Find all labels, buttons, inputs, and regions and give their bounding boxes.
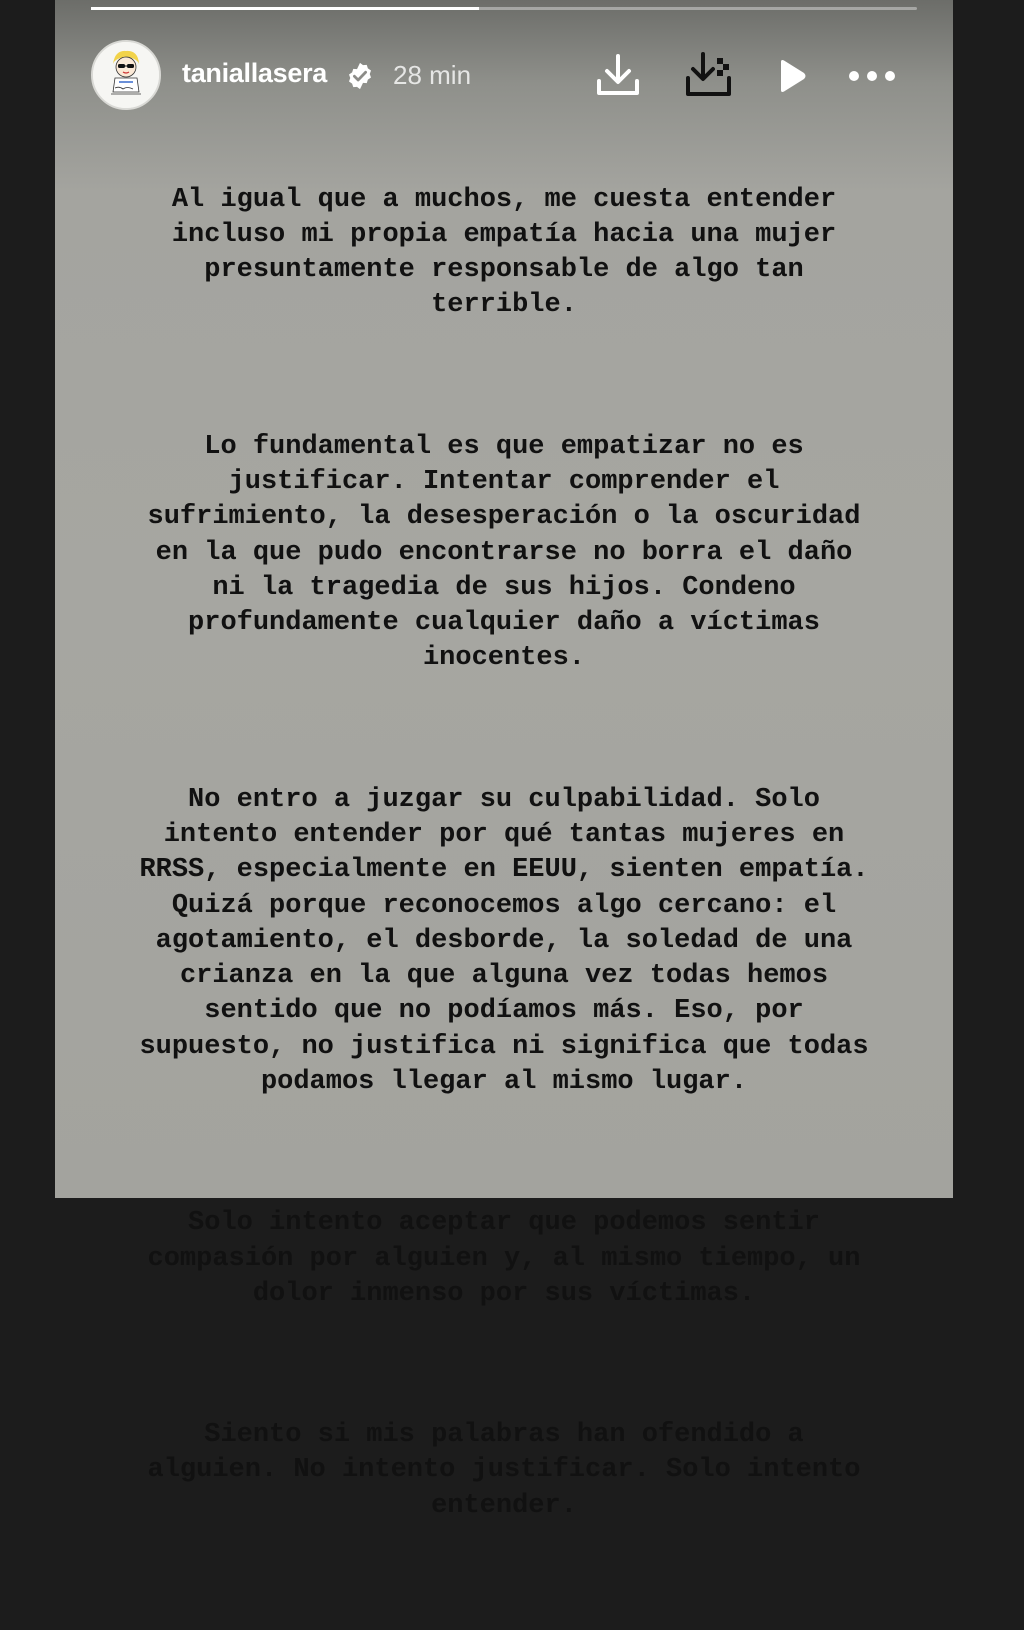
story-timestamp: 28 min: [393, 60, 472, 90]
story-paragraph: Siento si mis palabras han ofendido a alguien. No intento justificar. Solo intento entender.: [147, 1419, 861, 1521]
story-paragraph: No entro a juzgar su culpabilidad. Solo intento entender por qué tantas mujeres en RRSS, especialmente en EEUU, sienten empatía. Quizá porque reconocemos algo cercano: el agotamiento, el desborde, la soledad de una crianza en la que alguna vez todas hemos sentido que no podíamos más. Eso, por supuesto, no justifica ni significa que todas podamos llegar al mismo lugar.: [139, 784, 869, 1098]
download-icon: [593, 51, 643, 101]
more-options-icon: [846, 66, 898, 86]
story-progress-fill: [91, 7, 479, 10]
avatar[interactable]: [91, 40, 161, 110]
story-username[interactable]: taniallasera: [182, 58, 327, 88]
save-to-device-button[interactable]: [681, 46, 737, 106]
avatar-illustration-icon: [93, 42, 159, 108]
verified-badge-icon: [345, 61, 375, 91]
story-paragraph: Al igual que a muchos, me cuesta entender incluso mi propia empatía hacia una mujer presuntamente responsable de algo tan terrible.: [171, 184, 837, 321]
play-icon: [771, 56, 811, 96]
more-options-button[interactable]: [844, 46, 900, 106]
story-text: [55, 112, 953, 1630]
story-paragraph: Solo intento aceptar que podemos sentir compasión por alguien y, al mismo tiempo, un dolor inmenso por sus víctimas.: [147, 1208, 861, 1309]
story-progress-bar: [91, 7, 917, 10]
download-to-tray-icon: [683, 50, 735, 102]
download-button[interactable]: [590, 46, 646, 106]
story-paragraph: Lo fundamental es que empatizar no es justificar. Intentar comprender el sufrimiento, la desesperación o la oscuridad en la que pudo encontrarse no borra el daño ni la tragedia de sus hijos. Condeno profundamente cualquier daño a víctimas inocentes.: [147, 431, 861, 674]
story-viewer[interactable]: [55, 0, 953, 1521]
play-button[interactable]: [763, 46, 819, 106]
